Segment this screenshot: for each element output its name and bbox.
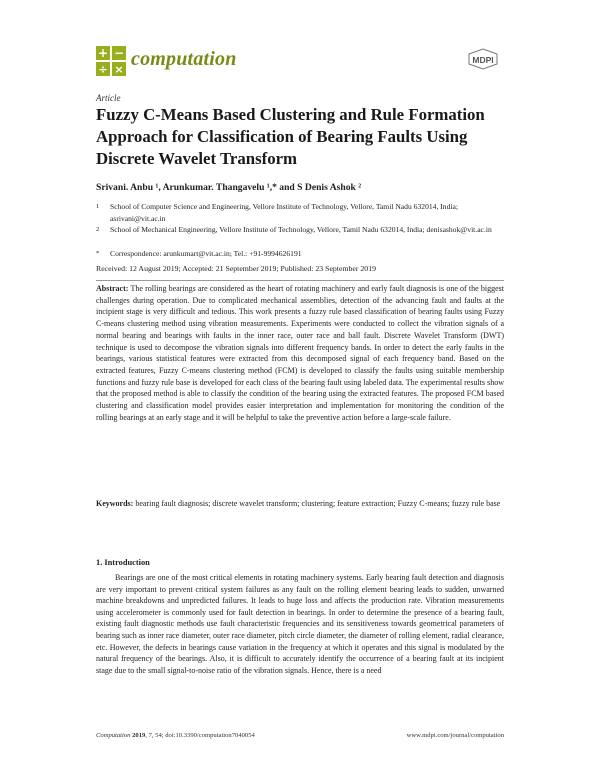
journal-name: computation [131,48,237,70]
keywords [96,498,504,510]
author-list: Srivani. Anbu ¹, Arunkumar. Thangavelu ¹,* and S Denis Ashok ² [96,182,362,193]
mdpi-logo [463,48,503,70]
footer-citation [96,732,255,739]
footer-url[interactable]: www.mdpi.com/journal/computation [406,732,504,739]
correspondence-text: Correspondence: arunkumart@vit.ac.in; Tel.: +91-9994626191 [110,249,302,258]
affiliation-mark: 2 [96,226,100,233]
logo-plus: + [97,46,109,60]
footer-doi: , 7, 54; doi:10.3390/computation7040054 [145,732,255,739]
paper-title: Fuzzy C-Means Based Clustering and Rule Formation Approach for Classification of Bearing Faults Using Discrete Wavelet Transform [96,105,485,168]
logo-divide: ÷ [98,63,108,76]
introduction-paragraph: Bearings are one of the most critical elements in rotating machinery systems. Early bearing fault detection and diagnosis are very important to prevent critical system failures as any fault on the rolling element bearing leads to sudden, unwarned machine breakdowns and unpredicted failures. It leads to huge loss and affects the production rate. Vibration measurements using accelerometer is commonly used for fault detection in bearings. In order to determine the presence of a bearing fault, existing fault diagnostic methods use fault characteristic frequencies and its sensitiveness towards geometrical parameters of bearing such as inner race diameter, outer race diameter, pitch circle diameter, the diameter of rolling element, radial clearance, etc. However, the defects in bearings cause variation in the frequency at which it operates and this signal is modulated by the natural frequency of the bearings. Also, it is difficult to accurately identify the occurrence of a bearing fault at its incipient stage due to the small signal-to-noise ratio of the vibration signals. Hence, there is a need [96,573,504,675]
publication-dates: Received: 12 August 2019; Accepted: 21 September 2019; Published: 23 September 2019 [96,264,376,273]
section-heading: 1. Introduction [96,558,150,567]
correspondence-mark: * [96,250,100,257]
divider [96,280,504,281]
article-type: Article [96,93,121,103]
affiliation-mark: 1 [96,203,100,210]
footer-year: 2019 [132,732,146,739]
keywords-label: Keywords: [96,499,134,508]
abstract-label: Abstract: [96,284,129,293]
abstract-text: The rolling bearings are considered as the heart of rotating machinery and early fault diagnosis is one of the biggest challenges during operation. Due to complicated mechanical assemblies, detection of the advancing fault and faults at the incipient stage is very difficult and tedious. This work presents a fuzzy rule based classification of bearing faults using Fuzzy C-means clustering method using vibration measurements. Experiments were conducted to collect the vibration signals of a normal bearing and bearings with faults in the inner race, outer race and ball fault. Discrete Wavelet Transform (DWT) technique is used to decompose the vibration signals into different frequency bands. In order to detect the early faults in the bearings, various statistical features were extracted from this decomposed signal of each frequency band. Based on the extracted features, Fuzzy C-means clustering method (FCM) is developed to classify the faults using suitable membership functions and fuzzy rule base is developed for each class of the bearing fault using labeled data. The experimental results show that the proposed method is able to classify the condition of the bearing using the extracted features. The proposed FCM based clustering and classification model provides easier interpretation and implementation for monitoring the condition of the rolling bearings at an early stage and it will be helpful to take the preventive action before a large-scale failure. [96,284,504,422]
footer-journal: Computation [96,732,131,739]
logo-times: × [114,63,124,76]
affiliation-text: School of Mechanical Engineering, Vellore Institute of Technology, Vellore, Tamil Nadu 632014, India; denisashok@vit.ac.in [110,225,492,234]
affiliation-text: School of Computer Science and Engineering, Vellore Institute of Technology, Vellore, Tamil Nadu 632014, India; asrivani@vit.ac.in [110,202,458,223]
keywords-text: bearing fault diagnosis; discrete wavelet transform; clustering; feature extraction; Fuzzy C-means; fuzzy rule base [135,499,501,508]
publisher-name: MDPI [472,55,494,65]
abstract [96,283,504,423]
logo-minus: − [113,46,125,60]
journal-logo-icon [96,46,126,76]
